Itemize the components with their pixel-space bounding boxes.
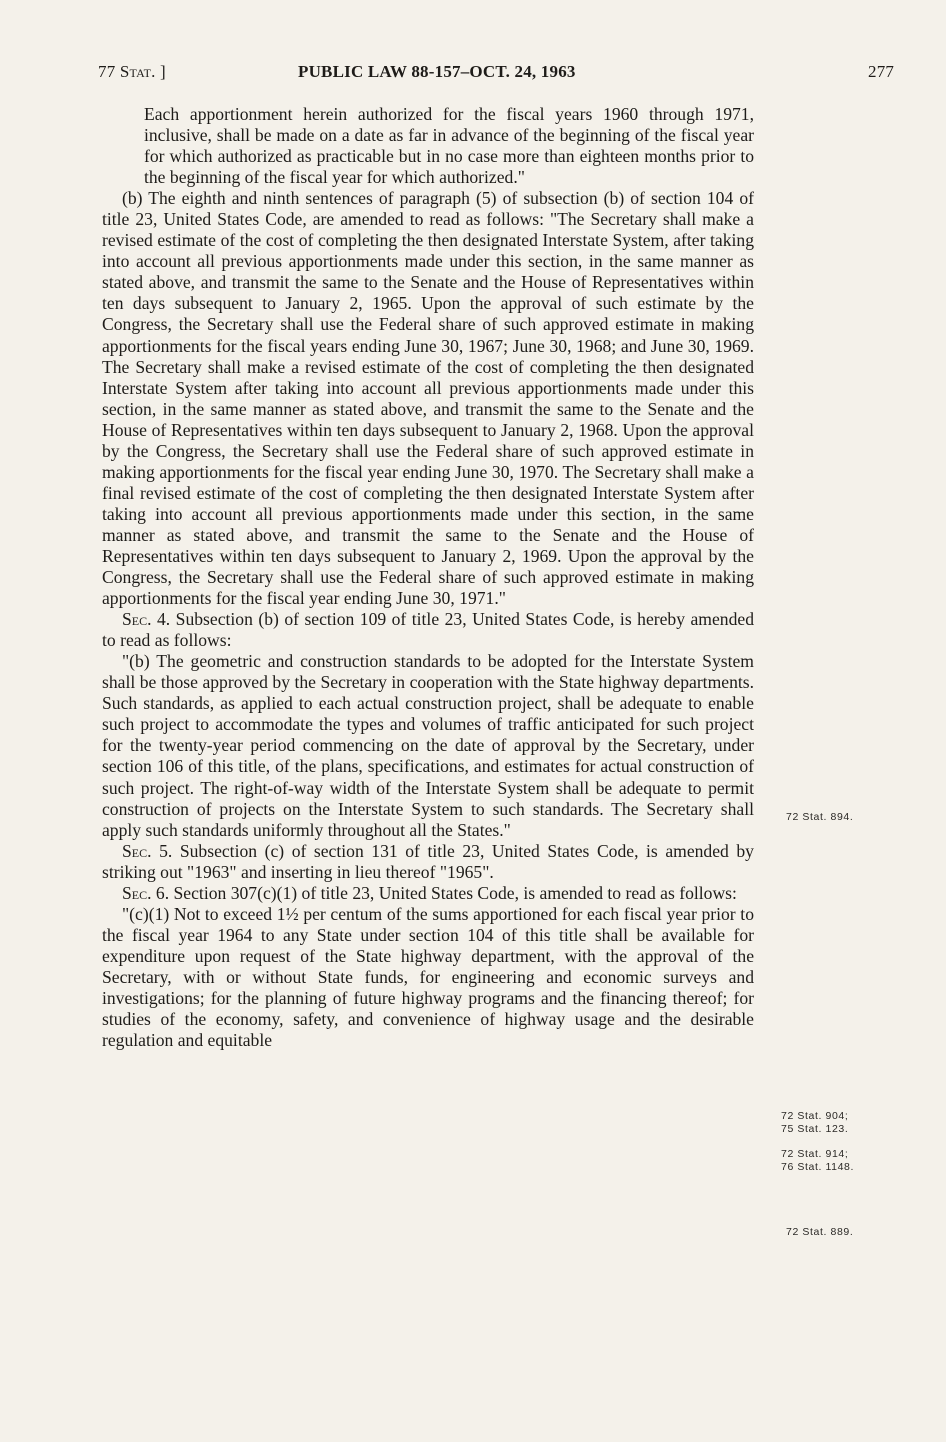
paragraph-subsection-b: (b) The eighth and ninth sentences of paragraph (5) of subsection (b) of section 104 of title 23, United States Code, are amended to read as follows: "The Secretary shall make a revised estimate of the cost of completing the then designated Interstate System, after taking into account all previous apportionments made under this section, in the same manner as stated above, and transmit the same to the Senate and the House of Representatives within ten days subsequent to January 2, 1965. Upon the approval of such estimate by the Congress, the Secretary shall use the Federal share of such approved estimate in making apportionments for the fiscal years ending June 30, 1967; June 30, 1968; and June 30, 1969. The Secretary shall make a revised estimate of the cost of completing the then designated Interstate System after taking into account all previous apportionments made under this section, in the same manner as stated above, and transmit the same to the Senate and the House of Representatives within ten days subsequent to January 2, 1968. Upon the approval by the Congress, the Secretary shall use the Federal share of such approved estimate in making apportionments for the fiscal year ending June 30, 1970. The Secretary shall make a final revised estimate of the cost of completing the then designated Interstate System after taking into account all previous apportionments made under this section, in the same manner as stated above, and transmit the same to the Senate and the House of Representatives within ten days subsequent to January 2, 1969. Upon the approval by the Congress, the Secretary shall use the Federal share of such approved estimate in making apportionments for the fiscal year ending June 30, 1971."	[102, 188, 754, 609]
margin-citation: 72 Stat. 894.	[786, 811, 854, 823]
section-text: Section 307(c)(1) of title 23, United States Code, is amended to read as follows:	[169, 882, 737, 903]
page-number: 277	[868, 62, 895, 81]
paragraph-standards: "(b) The geometric and construction standards to be adopted for the Interstate System shall be those approved by the Secretary in cooperation with the State highway departments. Such standards, as applied to each actual construction project, shall be adequate to enable such project to accommodate the types and volumes of traffic anticipated for such project for the twenty-year period commencing on the date of approval by the Secretary, under section 106 of this title, of the plans, specifications, and estimates for actual construction of such project. The right-of-way width of the Interstate System shall be adequate to permit construction of projects on the Interstate System to such standards. The Secretary shall apply such standards uniformly throughout all the States."	[102, 651, 754, 840]
paragraph-section-6	[102, 883, 754, 904]
paragraph-c-1: "(c)(1) Not to exceed 1½ per centum of the sums apportioned for each fiscal year prior to the fiscal year 1964 to any State under section 104 of this title shall be available for expenditure upon request of the State highway department, with the approval of the Secretary, with or without State funds, for engineering and economic surveys and investigations; for the planning of future highway programs and the financing thereof; for studies of the economy, safety, and convenience of highway usage and the desirable regulation and equitable	[102, 903, 754, 1051]
margin-citation: 72 Stat. 889.	[786, 1226, 854, 1238]
margin-citation: 72 Stat. 914; 76 Stat. 1148.	[781, 1148, 855, 1173]
section-label: Sec. 6.	[122, 882, 170, 903]
page-title: PUBLIC LAW 88-157–OCT. 24, 1963	[298, 62, 576, 81]
section-text: Subsection (b) of section 109 of title 23, United States Code, is hereby amended to read as follows:	[102, 609, 754, 651]
paragraph-apportionment: Each apportionment herein authorized for the fiscal years 1960 through 1971, inclusive, shall be made on a date as far in advance of the beginning of the fiscal year for which authorized as practicable but in no case more than eighteen months prior to the beginning of the fiscal year for which authorized."	[144, 104, 754, 188]
margin-citation: 72 Stat. 904; 75 Stat. 123.	[781, 1110, 849, 1135]
section-text: Subsection (c) of section 131 of title 23, United States Code, is amended by striking out "1963" and inserting in lieu thereof "1965".	[102, 840, 754, 882]
paragraph-section-4	[102, 609, 754, 651]
section-label: Sec. 5.	[122, 840, 173, 861]
body-text	[102, 104, 754, 1051]
paragraph-section-5	[102, 841, 754, 883]
section-label: Sec. 4.	[122, 609, 171, 630]
volume-reference: 77 Stat. ]	[98, 62, 166, 81]
